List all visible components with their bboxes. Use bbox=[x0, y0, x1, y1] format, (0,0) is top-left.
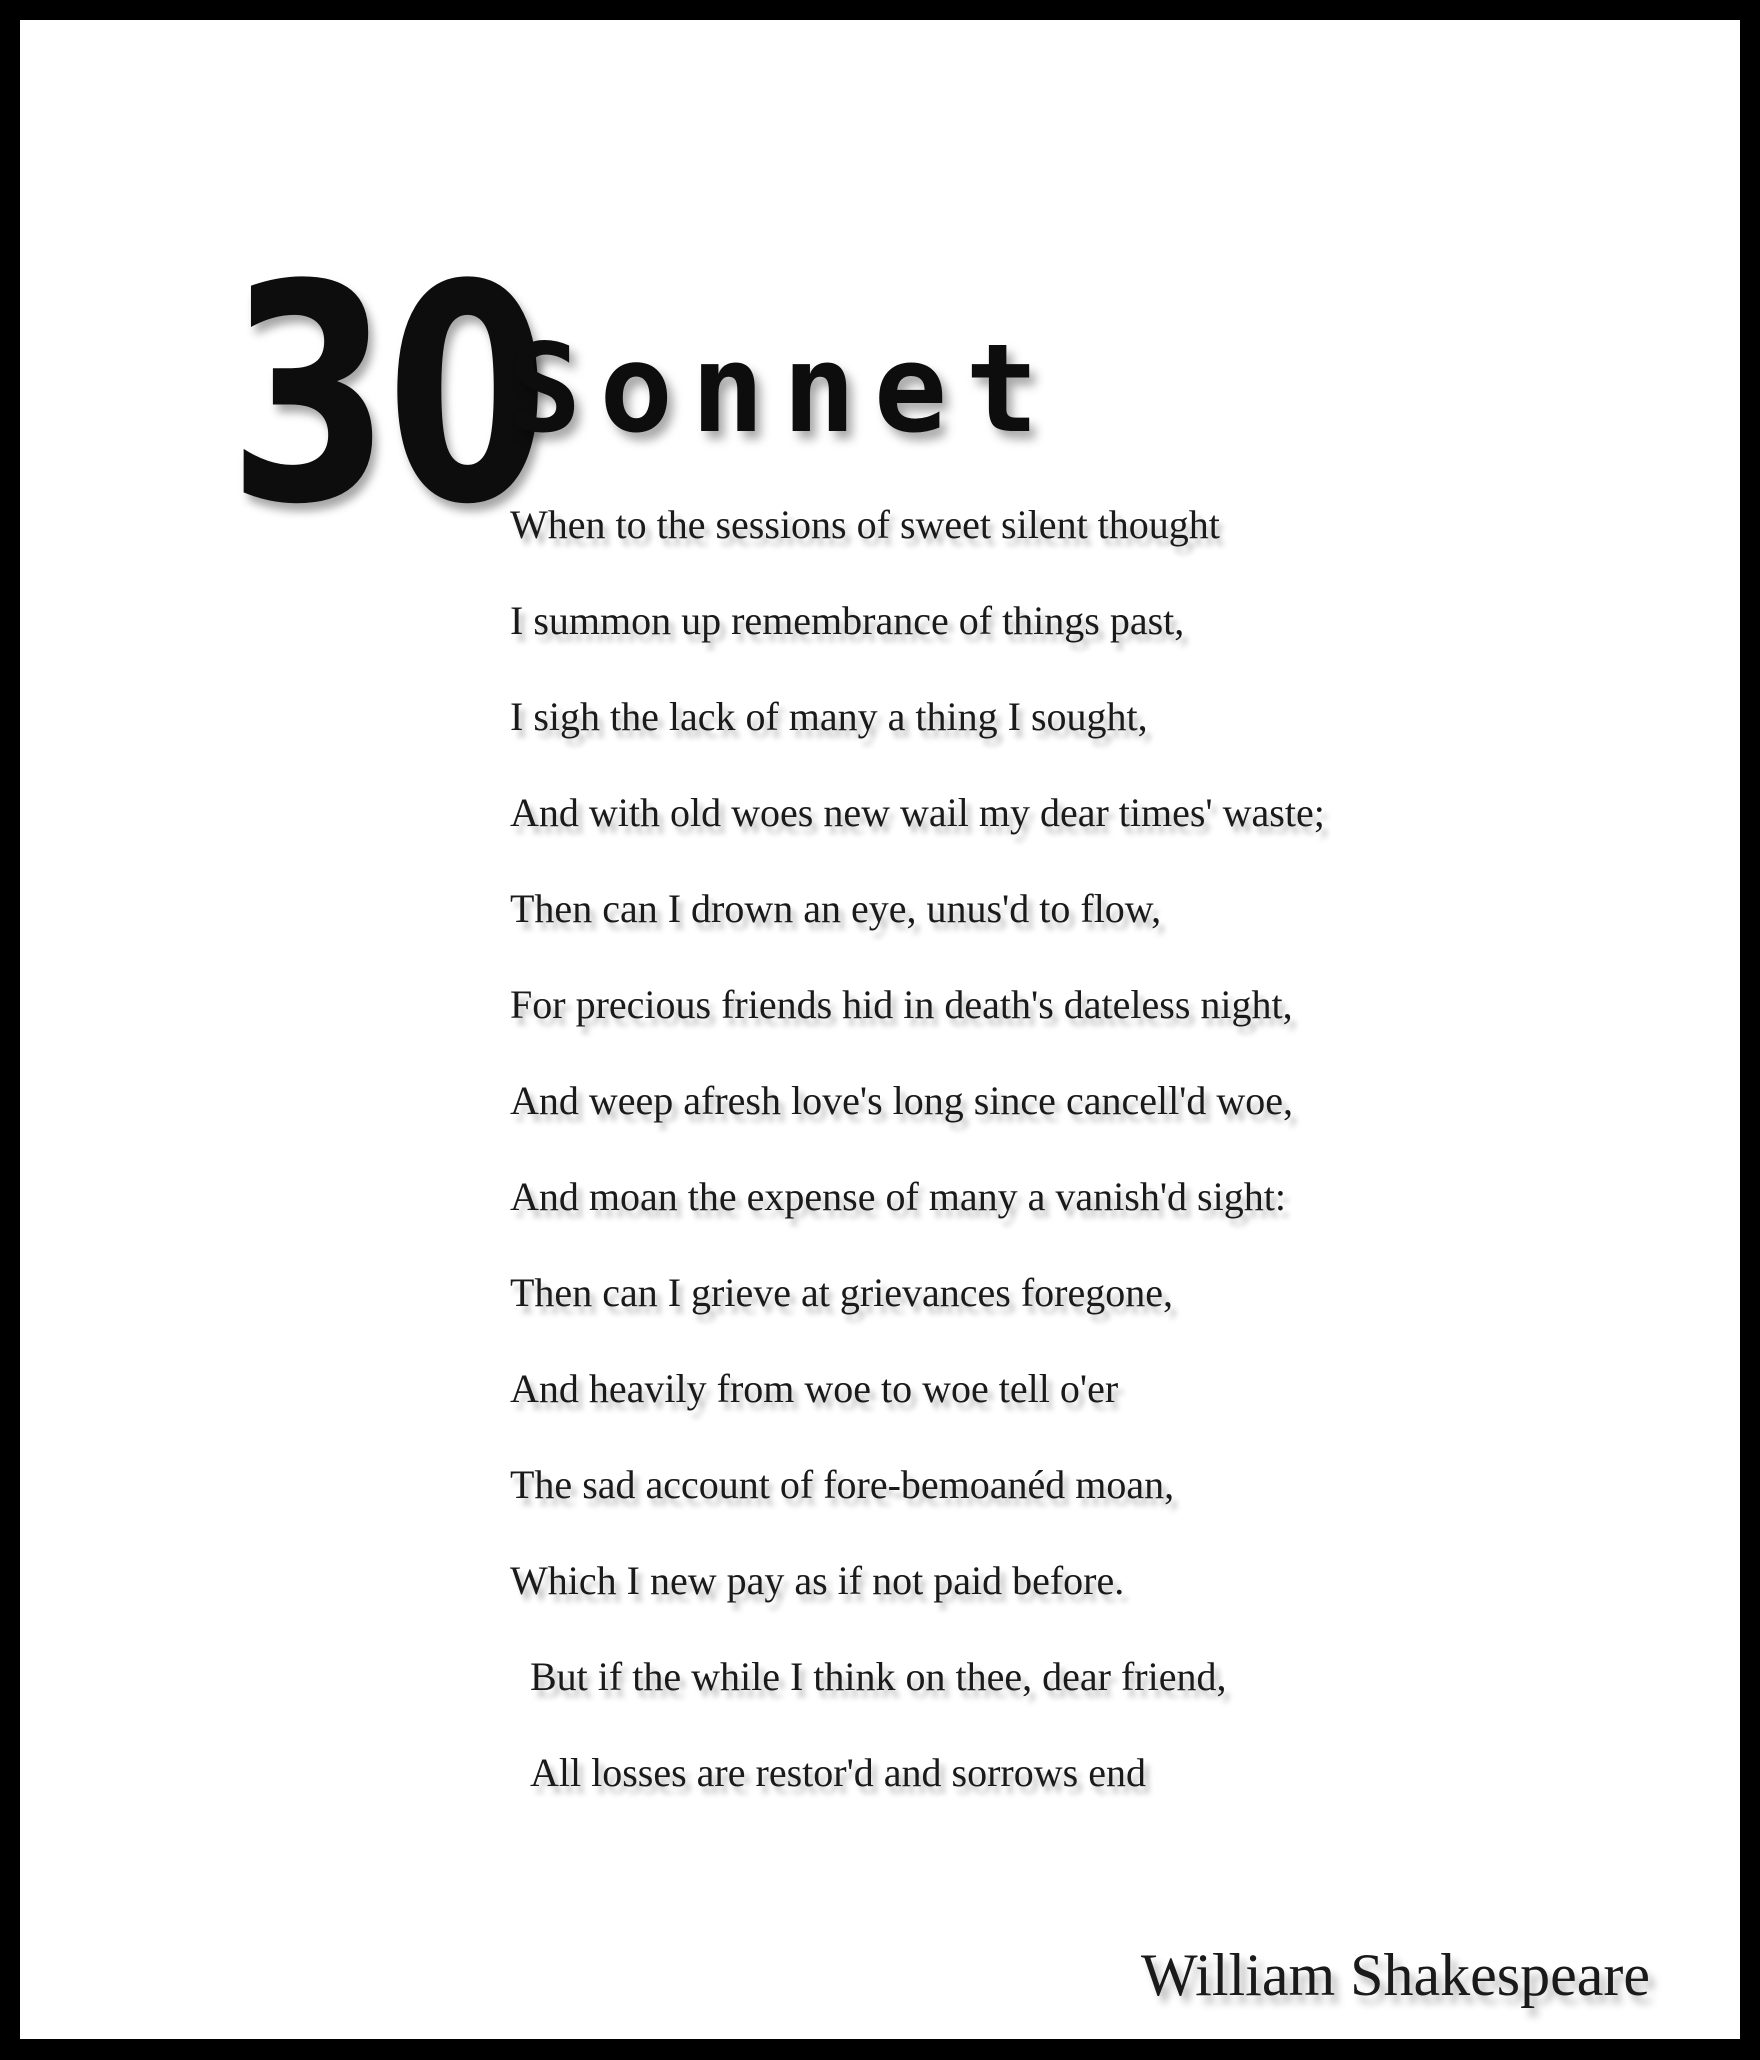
author-name: William Shakespeare bbox=[1140, 1942, 1650, 2008]
poem-line-5: Then can I drown an eye, unus'd to flow, bbox=[510, 886, 1162, 931]
poem-line-10: And heavily from woe to woe tell o'er bbox=[510, 1366, 1119, 1411]
poem-line-1: When to the sessions of sweet silent thought bbox=[510, 502, 1220, 547]
poem-line-12: Which I new pay as if not paid before. bbox=[510, 1558, 1125, 1603]
poem-line-8: And moan the expense of many a vanish'd sight: bbox=[510, 1174, 1286, 1219]
poem-line-7: And weep afresh love's long since cancell'd woe, bbox=[510, 1078, 1294, 1123]
sonnet-title: Sonnet bbox=[508, 318, 1057, 460]
poem-line-6: For precious friends hid in death's dateless night, bbox=[510, 982, 1293, 1027]
poem-line-3: I sigh the lack of many a thing I sought, bbox=[510, 694, 1148, 739]
poem-page bbox=[20, 20, 1740, 2039]
poem-line-14: All losses are restor'd and sorrows end bbox=[530, 1750, 1146, 1795]
poem-body bbox=[510, 498, 1325, 1842]
poem-line-13: But if the while I think on thee, dear friend, bbox=[530, 1654, 1227, 1699]
poem-line-4: And with old woes new wail my dear times' waste; bbox=[510, 790, 1325, 835]
poem-line-11: The sad account of fore-bemoanéd moan, bbox=[510, 1462, 1175, 1507]
poem-line-2: I summon up remembrance of things past, bbox=[510, 598, 1185, 643]
sonnet-number: 30 bbox=[228, 221, 545, 570]
poem-line-9: Then can I grieve at grievances foregone, bbox=[510, 1270, 1173, 1315]
